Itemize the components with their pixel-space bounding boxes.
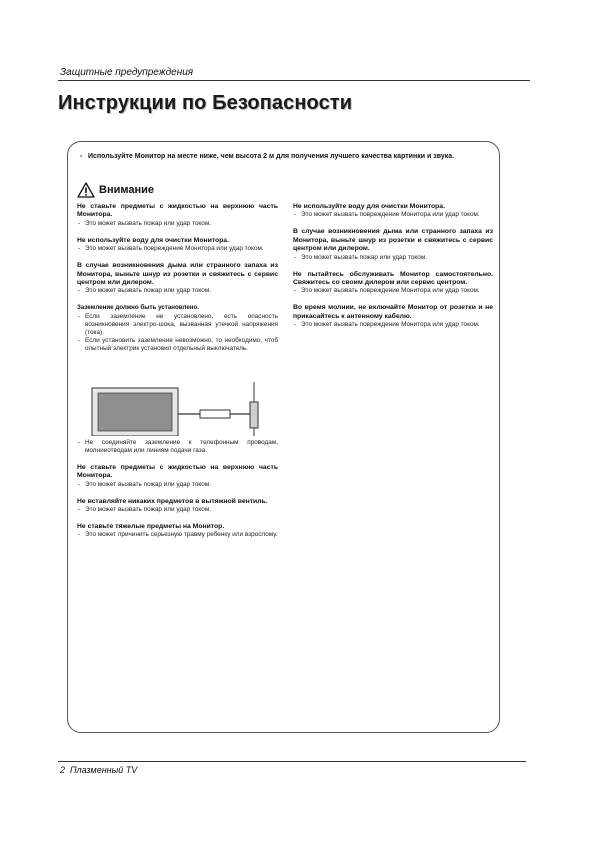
page-title: Инструкции по Безопасности <box>58 92 353 114</box>
header-section-label: Защитные предупреждения <box>60 67 194 78</box>
warning-heading: В случае возникновения дыма или странного запаха из Монитора, выньте шнур из розетки и свяжитесь с сервис центром или дилером. <box>293 228 493 253</box>
warning-heading: Не вставляйте никаких предметов в вытяжной вентиль. <box>77 497 268 505</box>
warning-heading: Не пытайтесь обслуживать Монитор самостоятельно. Свяжитесь со своим дилером или сервис центром. <box>293 270 493 287</box>
warning-heading: Во время молнии, не включайте Монитор от розетки и не прикасайтесь к антенному кабелю. <box>293 304 493 320</box>
warning-item: - Это может вызвать повреждение Монитора или удар током. <box>293 211 493 219</box>
intro-text: Используйте Монитор на месте ниже, чем высота 2 м для получения лучшего качества картинки и звука. <box>88 153 455 160</box>
warning-item: - Это может вызвать повреждение Монитора или удар током. <box>293 321 493 329</box>
warning-item: - Это может вызвать повреждение Монитора или удар током. <box>77 245 278 253</box>
page-footer <box>60 765 137 775</box>
warning-heading: Не ставьте тяжелые предметы на Монитор. <box>77 523 225 531</box>
page-number: 2 <box>60 765 66 775</box>
warning-heading: Не ставьте предметы с жидкостью на верхнюю часть Монитора. <box>77 203 278 219</box>
warning-item: - Это может вызвать пожар или удар током. <box>77 506 278 514</box>
header-rule <box>58 80 530 81</box>
right-column <box>293 203 493 329</box>
warning-heading: Заземление должно быть установлено. <box>77 304 200 312</box>
warning-heading: Не ставьте предметы с жидкостью на верхнюю часть Монитора. <box>77 463 278 480</box>
warning-triangle-icon <box>77 182 95 198</box>
attention-heading <box>77 182 154 198</box>
warning-item: - Если установить заземление невозможно, то необходимо, чтоб опытный электрик установил отдельный выключатель. <box>77 337 278 353</box>
left-column <box>77 203 278 539</box>
warning-item: - Это может вызвать пожар или удар током. <box>77 481 278 489</box>
footer-product-name: Плазменный TV <box>70 765 138 775</box>
warning-heading: В случае возникновения дыма или странного запаха из Монитора, выньте шнур из розетки и свяжитесь с сервис центром или дилером. <box>77 262 278 287</box>
attention-title: Внимание <box>99 184 154 196</box>
warning-item: - Это может вызвать пожар или удар током. <box>77 220 278 228</box>
warning-item: - Если заземление не установлено, есть опасность возникновения электро-шока, вызванная утечкой напряжения (тока). <box>77 313 278 337</box>
warning-item: - Это может вызвать пожар или удар током. <box>293 254 493 262</box>
warning-item: - Это может причинить серьезную травму ребенку или взрослому. <box>77 531 278 539</box>
warning-item: - Не соединяйте заземление к телефонным проводам, молниеотводам или линиям подачи газа. <box>77 439 278 455</box>
warning-item: - Это может вызвать повреждение Монитора или удар током. <box>293 287 493 295</box>
intro-bullet: - <box>80 153 83 160</box>
intro-note <box>80 152 492 162</box>
warning-item: - Это может вызвать пожар или удар током. <box>77 287 278 295</box>
warning-heading: Не используйте воду для очистки Монитора. <box>293 203 445 210</box>
warning-heading: Не используйте воду для очистки Монитора. <box>77 236 229 244</box>
grounding-illustration <box>90 380 270 436</box>
footer-rule <box>58 761 526 762</box>
